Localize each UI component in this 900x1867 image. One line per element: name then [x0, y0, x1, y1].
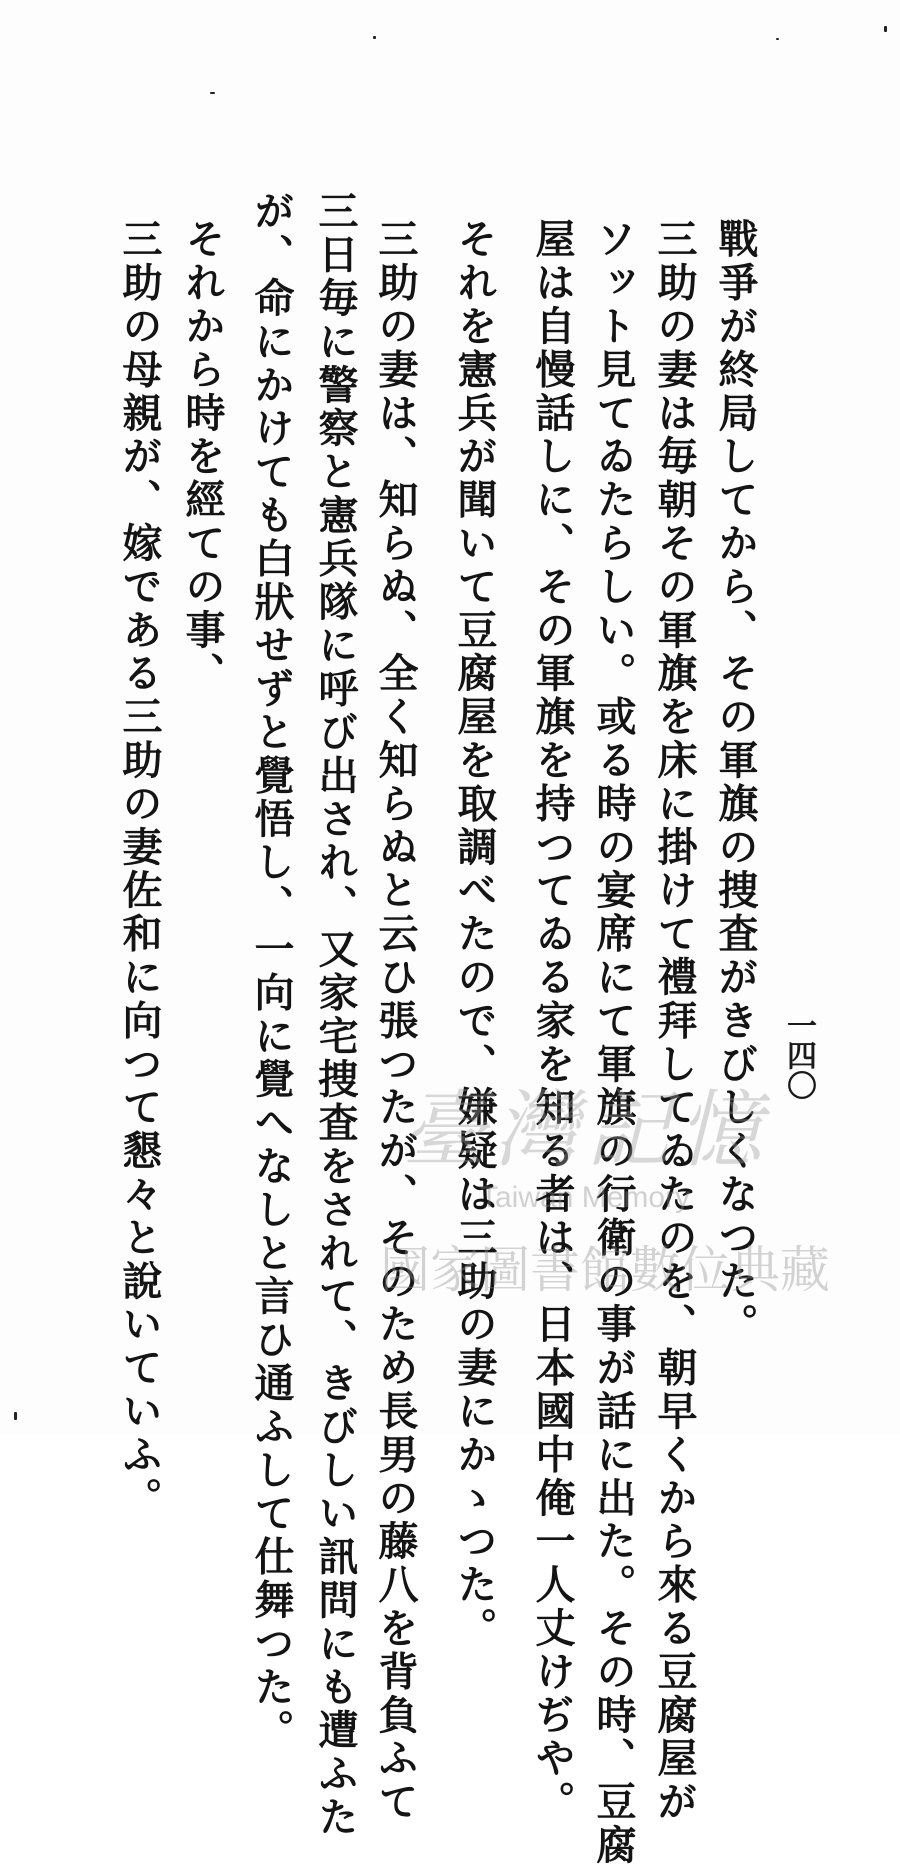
- text-column-6: 三助の妻は、知らぬ、全く知らぬと云ひ張つたが、そのため長男の藤八を背負ふて: [372, 218, 419, 1824]
- text-column-3: ソット見てゐたらしい。或る時の宴席にて軍旗の行衛の事が話に出た。その時、豆腐: [590, 218, 637, 1867]
- scan-speck: [884, 26, 887, 32]
- text-column-5: それを憲兵が聞いて豆腐屋を取調べたので、嫌疑は三助の妻にかゝつた。: [451, 218, 498, 1651]
- text-column-7: 三日毎に警察と憲兵隊に呼び出され、又家宅捜査をされて、きびしい訊問にも遭ふた: [312, 190, 359, 1840]
- text-column-8: が、命にかけても白狀せずと覺悟し、一向に覺へなしと言ひ通ふして仕舞つた。: [248, 190, 295, 1753]
- scan-speck: [373, 36, 376, 39]
- page-number: 一四〇: [781, 1010, 816, 1100]
- text-column-4: 屋は自慢話しに、その軍旗を持つてゐる家を知る者は、日本國中俺一人丈けぢや。: [529, 218, 576, 1824]
- text-column-2: 三助の妻は毎朝その軍旗を床に掛けて禮拜してゐたのを、朝早くから來る豆腐屋が: [651, 218, 698, 1824]
- watermark-subtitle: Taiwan Memory: [480, 1181, 691, 1214]
- watermark-organization: 國家圖書館數位典藏: [380, 1241, 830, 1299]
- text-column-1: 戰爭が終局してから、その軍旗の捜査がきびしくなつた。: [712, 218, 759, 1347]
- scan-speck: [210, 92, 215, 94]
- scan-speck: [776, 38, 779, 40]
- text-column-9: それから時を經ての事、: [179, 218, 226, 696]
- scan-speck: [14, 1412, 17, 1420]
- watermark-title: 臺灣記憶: [402, 1081, 771, 1179]
- text-column-10: 三助の母親が、嫁である三助の妻佐和に向つて懇々と說いていふ。: [116, 218, 163, 1520]
